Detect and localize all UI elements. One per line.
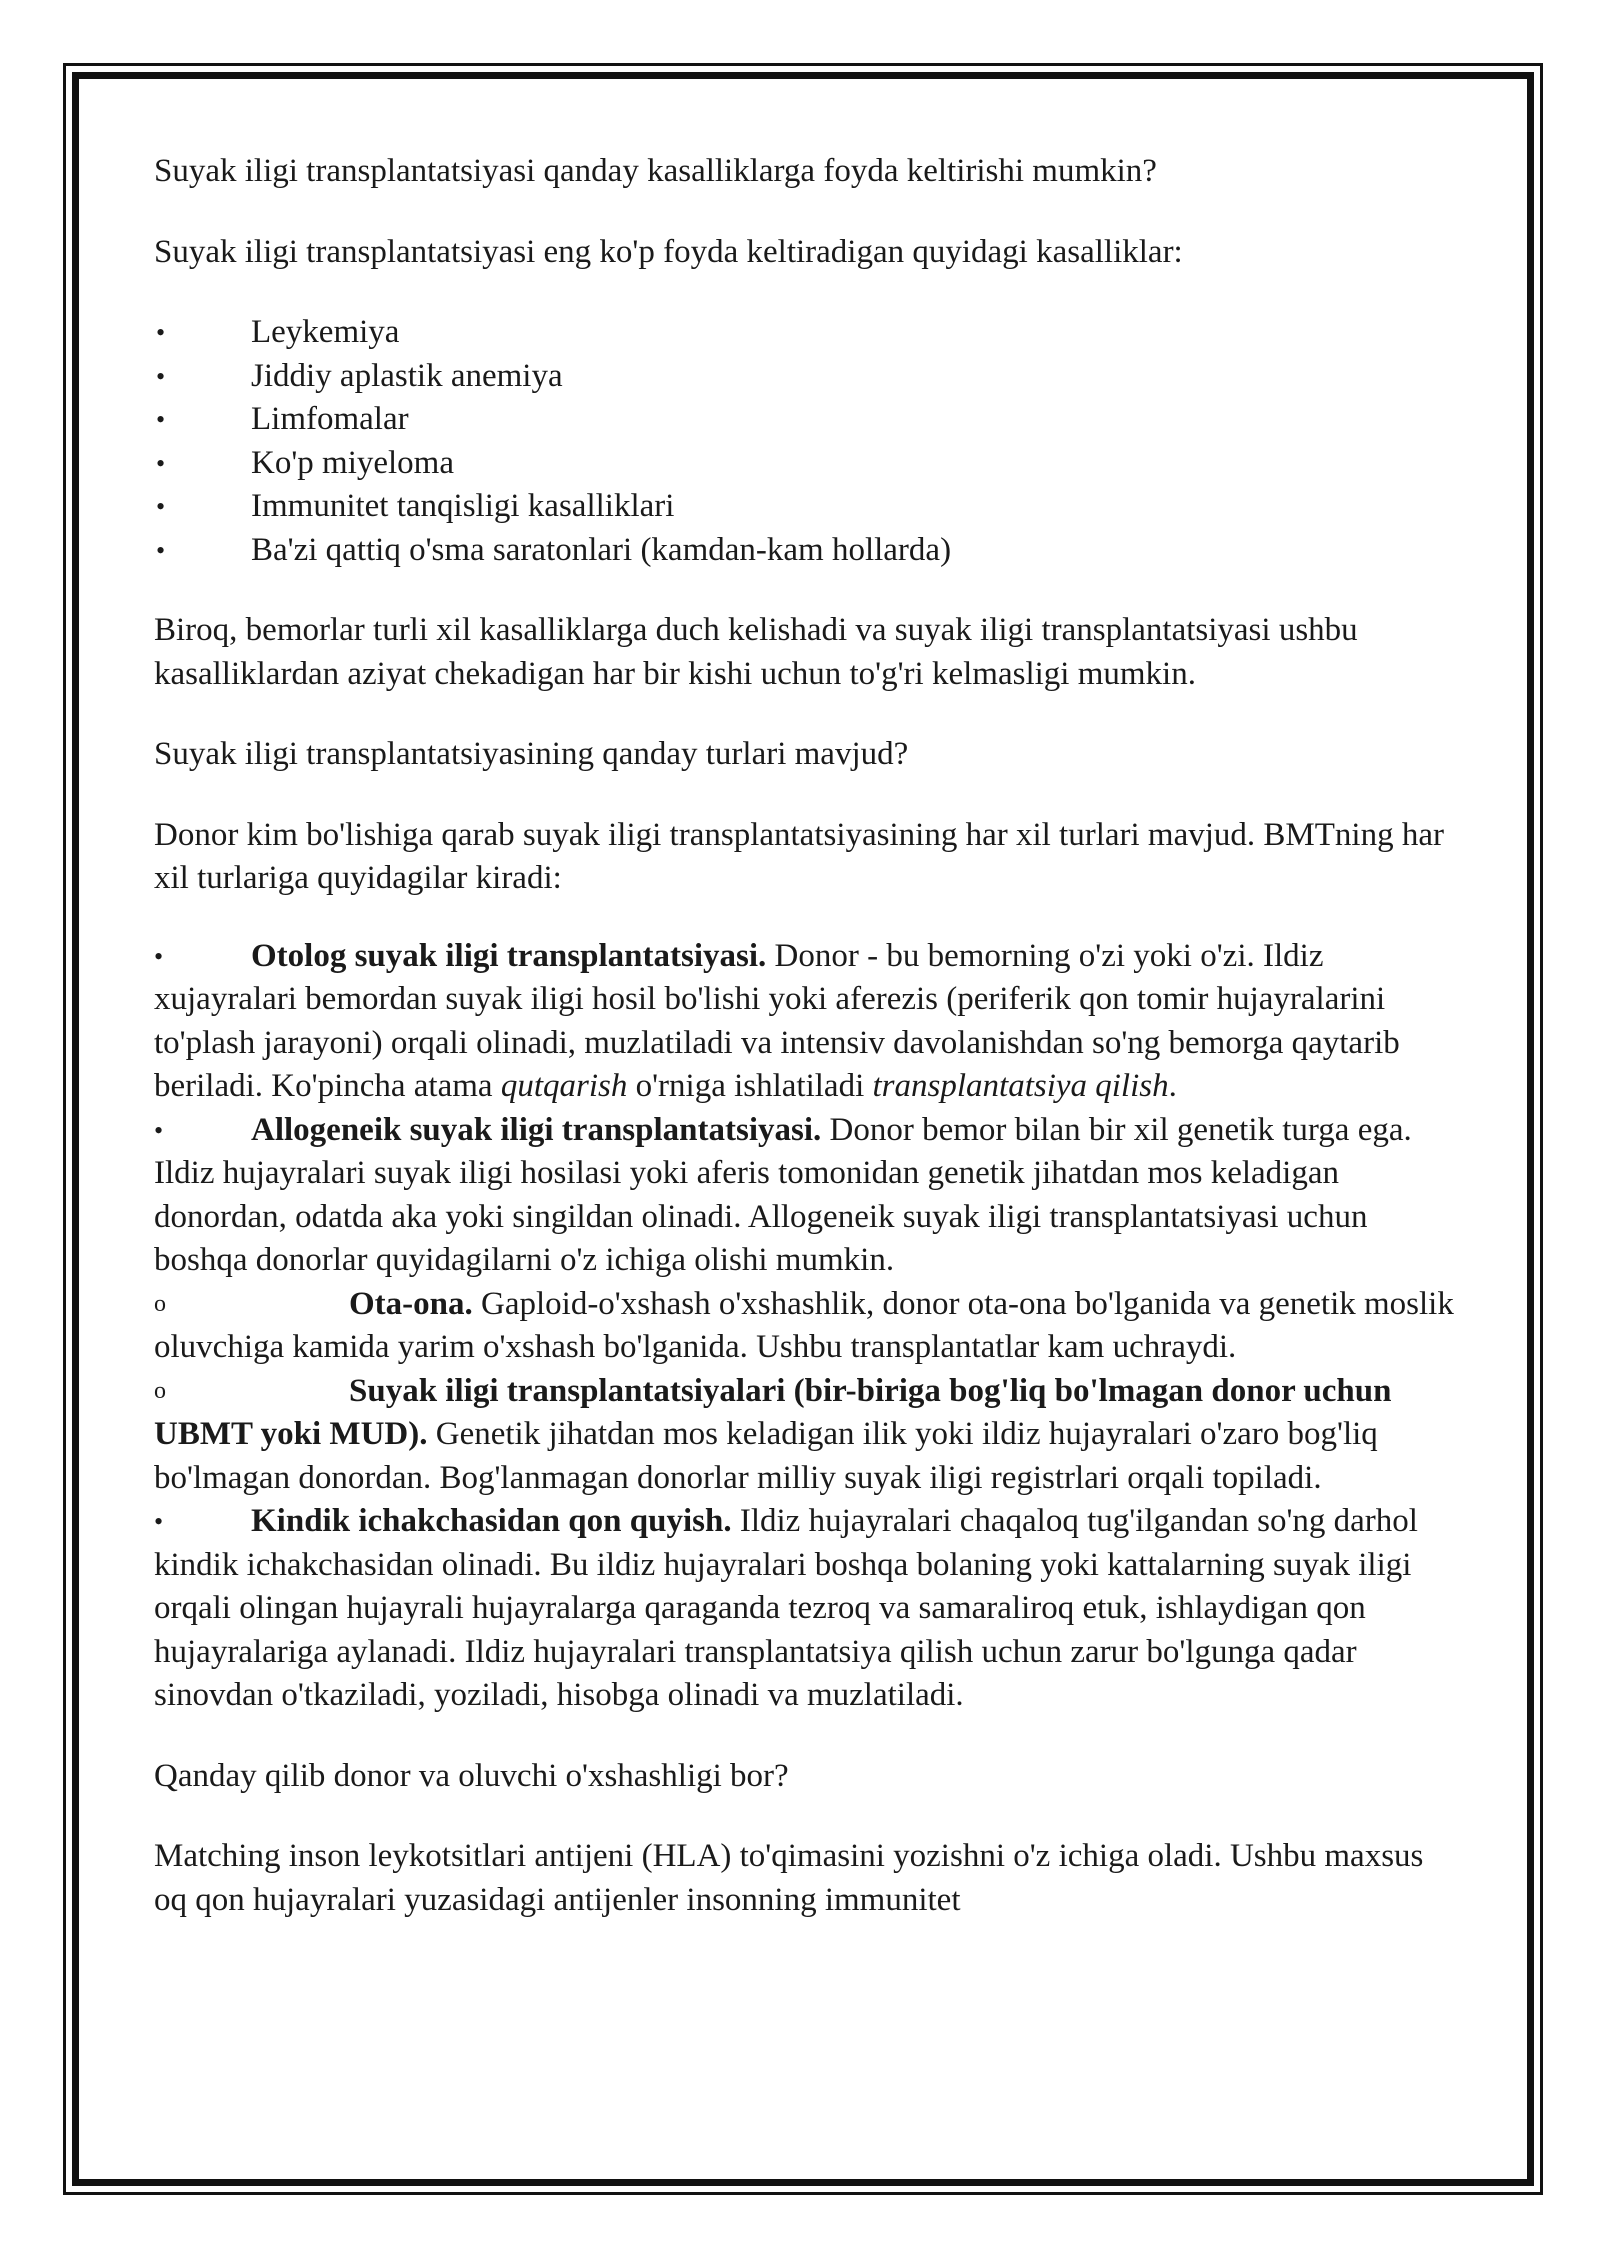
question-matching: Qanday qilib donor va oluvchi o'xshashligi bor?	[154, 1757, 789, 1794]
sub-item-unrelated: o Suyak iligi transplantatsiyalari (bir-biriga bog'liq bo'lmagan donor uchun UBMT yoki MUD). Genetik jihatdan mos keladigan ilik yoki ildiz hujayralari o'zaro bog'liq bo'lmagan donordan. Bog'lanmagan donorlar milliy suyak iligi registrlari orqali topiladi.	[154, 1370, 1464, 1501]
question-diseases: Suyak iligi transplantatsiyasi qanday kasalliklarga foyda keltirishi mumkin?	[154, 153, 1157, 189]
bullet-icon: •	[154, 941, 164, 971]
bullet-icon: •	[154, 1507, 164, 1536]
question-types: Suyak iligi transplantatsiyasining qanday turlari mavjud?	[154, 736, 909, 772]
list-item: • Jiddiy aplastik anemiya	[154, 355, 1464, 399]
bullet-icon: •	[156, 448, 166, 478]
paragraph-caveat: Biroq, bemorlar turli xil kasalliklarga duch kelishadi va suyak iligi transplantatsiyasi ushbu kasalliklardan aziyat chekadigan har bir kishi uchun to'g'ri kelmasligi mumkin.	[154, 612, 1358, 692]
list-item: • Ba'zi qattiq o'sma saratonlari (kamdan-kam hollarda)	[154, 529, 1464, 573]
circle-bullet-icon: o	[154, 1290, 166, 1317]
paragraph-matching: Matching inson leykotsitlari antijeni (HLA) to'qimasini yozishni o'z ichiga oladi. Ushbu maxsus oq qon hujayralari yuzasidagi antijenler insonning immunitet	[154, 1838, 1424, 1918]
list-item-allogeneic: • Allogeneik suyak iligi transplantatsiyasi. Donor bemor bilan bir xil genetik turga ega. Ildiz hujayralari suyak iligi hosilasi yoki aferis tomonidan genetik jihatdan mos keladigan donordan, odatda aka yoki singildan olinadi. Allogeneik suyak iligi transplantatsiyasi uchun boshqa donorlar quyidagilarni o'z ichiga olishi mumkin.	[154, 1109, 1464, 1283]
list-item: • Limfomalar	[154, 398, 1464, 442]
document-body	[154, 150, 1464, 1959]
circle-bullet-icon: o	[154, 1377, 166, 1404]
paragraph-diseases-intro: Suyak iligi transplantatsiyasi eng ko'p foyda keltiradigan quyidagi kasalliklar:	[154, 233, 1183, 270]
list-item-autologous: • Otolog suyak iligi transplantatsiyasi. Donor - bu bemorning o'zi yoki o'zi. Ildiz xujayralari bemordan suyak iligi hosil bo'lishi yoki aferezis (periferik qon tomir hujayralarini to'plash jarayoni) orqali olinadi, muzlatiladi va intensiv davolanishdan so'ng bemorga qaytarib beriladi. Ko'pincha atama qutqarish o'rniga ishlatiladi transplantatsiya qilish.	[154, 935, 1464, 1109]
paragraph-types-intro: Donor kim bo'lishiga qarab suyak iligi transplantatsiyasining har xil turlari mavjud. BMTning har xil turlariga quyidagilar kiradi:	[154, 816, 1444, 896]
bullet-icon: •	[156, 405, 166, 434]
bullet-icon: •	[156, 361, 166, 391]
list-item: • Leykemiya	[154, 311, 1464, 355]
disease-list	[154, 311, 1464, 572]
bullet-icon: •	[156, 492, 166, 521]
sub-item-parent: o Ota-ona. Gaploid-o'xshash o'xshashlik, donor ota-ona bo'lganida va genetik moslik oluvchiga kamida yarim o'xshash bo'lganida. Ushbu transplantatlar kam uchraydi.	[154, 1283, 1464, 1370]
bullet-icon: •	[156, 318, 166, 347]
bullet-icon: •	[154, 1115, 164, 1145]
bullet-icon: •	[156, 535, 166, 565]
transplant-types-list	[154, 935, 1464, 1718]
list-item: • Ko'p miyeloma	[154, 442, 1464, 486]
list-item-cord-blood: • Kindik ichakchasidan qon quyish. Ildiz hujayralari chaqaloq tug'ilgandan so'ng darhol kindik ichakchasidan olinadi. Bu ildiz hujayralari boshqa bolaning yoki kattalarning suyak iligi orqali olingan hujayrali hujayralarga qaraganda tezroq va samaraliroq etuk, ishlaydigan qon hujayralariga aylanadi. Ildiz hujayralari transplantatsiya qilish uchun zarur bo'lgunga qadar sinovdan o'tkaziladi, yoziladi, hisobga olinadi va muzlatiladi.	[154, 1500, 1464, 1718]
list-item: • Immunitet tanqisligi kasalliklari	[154, 485, 1464, 529]
